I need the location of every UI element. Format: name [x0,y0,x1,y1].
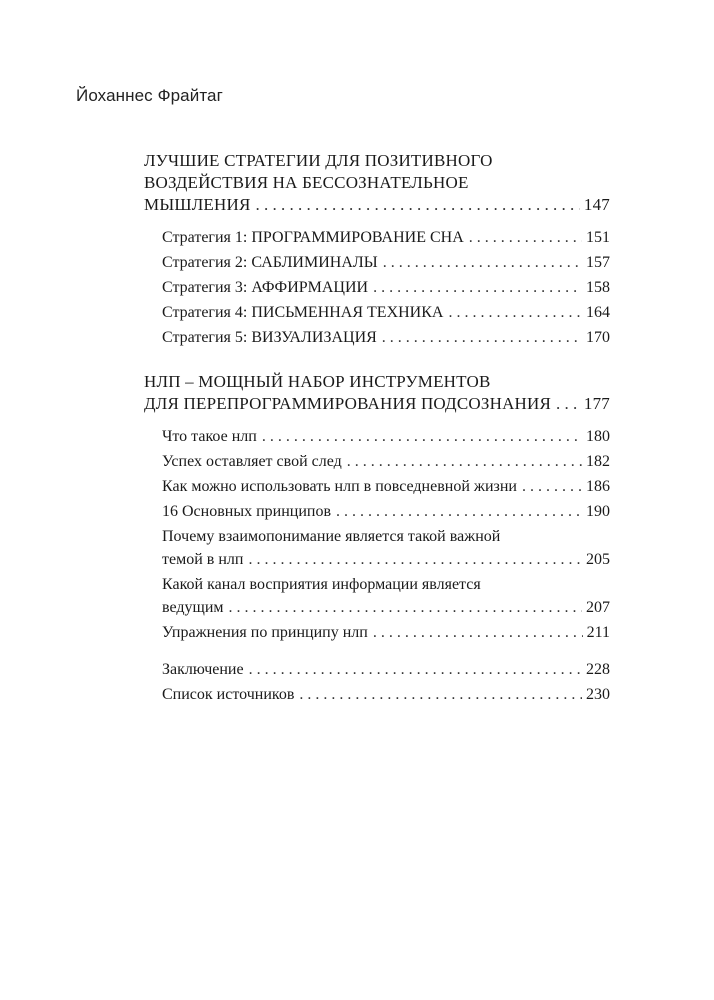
dot-leader [347,450,582,473]
page-number: 207 [586,599,610,616]
section-title-line: НЛП – МОЩНЫЙ НАБОР ИНСТРУМЕНТОВ [144,372,491,391]
toc-entry [162,251,610,274]
toc-entry [162,301,610,324]
toc-entry [162,425,610,448]
toc-entry [162,475,610,498]
section-title-text: МЫШЛЕНИЯ [144,195,251,214]
dot-leader [336,500,582,523]
section-title-last-line [144,393,610,415]
page-number: 205 [586,551,610,568]
section-entries [144,226,610,349]
toc-entry-text: Стратегия 4: ПИСЬМЕННАЯ ТЕХНИКА [162,304,444,321]
page-number: 186 [586,478,610,495]
page-number: 157 [586,254,610,271]
toc-entry-text: Что такое нлп [162,428,257,445]
toc-entry [162,226,610,249]
page-number: 190 [586,503,610,520]
toc-entry-multiline [162,573,610,619]
dot-leader [249,658,582,681]
page-number: 228 [586,661,610,678]
page-number: 177 [583,394,610,413]
toc-entry-last-line [162,548,610,571]
page-number: 211 [586,624,610,641]
toc-entry-text: Список источников [162,686,295,703]
toc-entry [162,276,610,299]
dot-leader [299,683,582,706]
toc-entry-text: ведущим [162,599,224,616]
table-of-contents [144,150,610,728]
spacer [162,646,610,658]
toc-entry-text: Успех оставляет свой след [162,453,342,470]
page-number: 180 [586,428,610,445]
toc-entry-text-line: Какой канал восприятия информации является [162,576,481,593]
page-number: 147 [583,195,610,214]
section-title [144,371,610,415]
dot-leader [522,475,582,498]
toc-entry-text-line: Почему взаимопонимание является такой важной [162,528,501,545]
toc-entry-text: Упражнения по принципу нлп [162,624,368,641]
toc-entry-text: Стратегия 5: ВИЗУАЛИЗАЦИЯ [162,329,377,346]
toc-entry-conclusion [162,658,610,681]
section-title-line: ВОЗДЕЙСТВИЯ НА БЕССОЗНАТЕЛЬНОЕ [144,173,469,192]
page-number: 164 [586,304,610,321]
toc-entry [162,326,610,349]
toc-entry-text: Заключение [162,661,244,678]
toc-entry-text: 16 Основных принципов [162,503,332,520]
page-number: 182 [586,453,610,470]
toc-entry-bibliography [162,683,610,706]
toc-section-nlp [144,371,610,706]
page-number: 158 [586,279,610,296]
dot-leader [248,548,582,571]
toc-entry-text: темой в нлп [162,551,244,568]
dot-leader [469,226,582,249]
toc-entry-multiline [162,525,610,571]
running-head-author: Йоханнес Фрайтаг [76,86,223,105]
section-title [144,150,610,216]
dot-leader [256,194,580,216]
toc-entry-text: Стратегия 1: ПРОГРАММИРОВАНИЕ СНА [162,229,464,246]
dot-leader [262,425,582,448]
toc-entry [162,500,610,523]
section-title-text: ДЛЯ ПЕРЕПРОГРАММИРОВАНИЯ ПОДСОЗНАНИЯ [144,394,552,413]
toc-section-strategies [144,150,610,349]
section-entries [144,425,610,706]
dot-leader [229,596,583,619]
toc-entry-text: Как можно использовать нлп в повседневной жизни [162,478,517,495]
dot-leader [556,393,580,415]
dot-leader [448,301,582,324]
section-title-line: ЛУЧШИЕ СТРАТЕГИИ ДЛЯ ПОЗИТИВНОГО [144,151,493,170]
toc-entry [162,621,610,644]
page-number: 230 [586,686,610,703]
toc-entry-last-line [162,596,610,619]
section-title-last-line [144,194,610,216]
toc-entry [162,450,610,473]
page-number: 151 [586,229,610,246]
dot-leader [373,276,582,299]
dot-leader [373,621,583,644]
dot-leader [383,251,582,274]
toc-entry-text: Стратегия 3: АФФИРМАЦИИ [162,279,369,296]
toc-entry-text: Стратегия 2: САБЛИМИНАЛЫ [162,254,378,271]
dot-leader [382,326,582,349]
page-number: 170 [586,329,610,346]
